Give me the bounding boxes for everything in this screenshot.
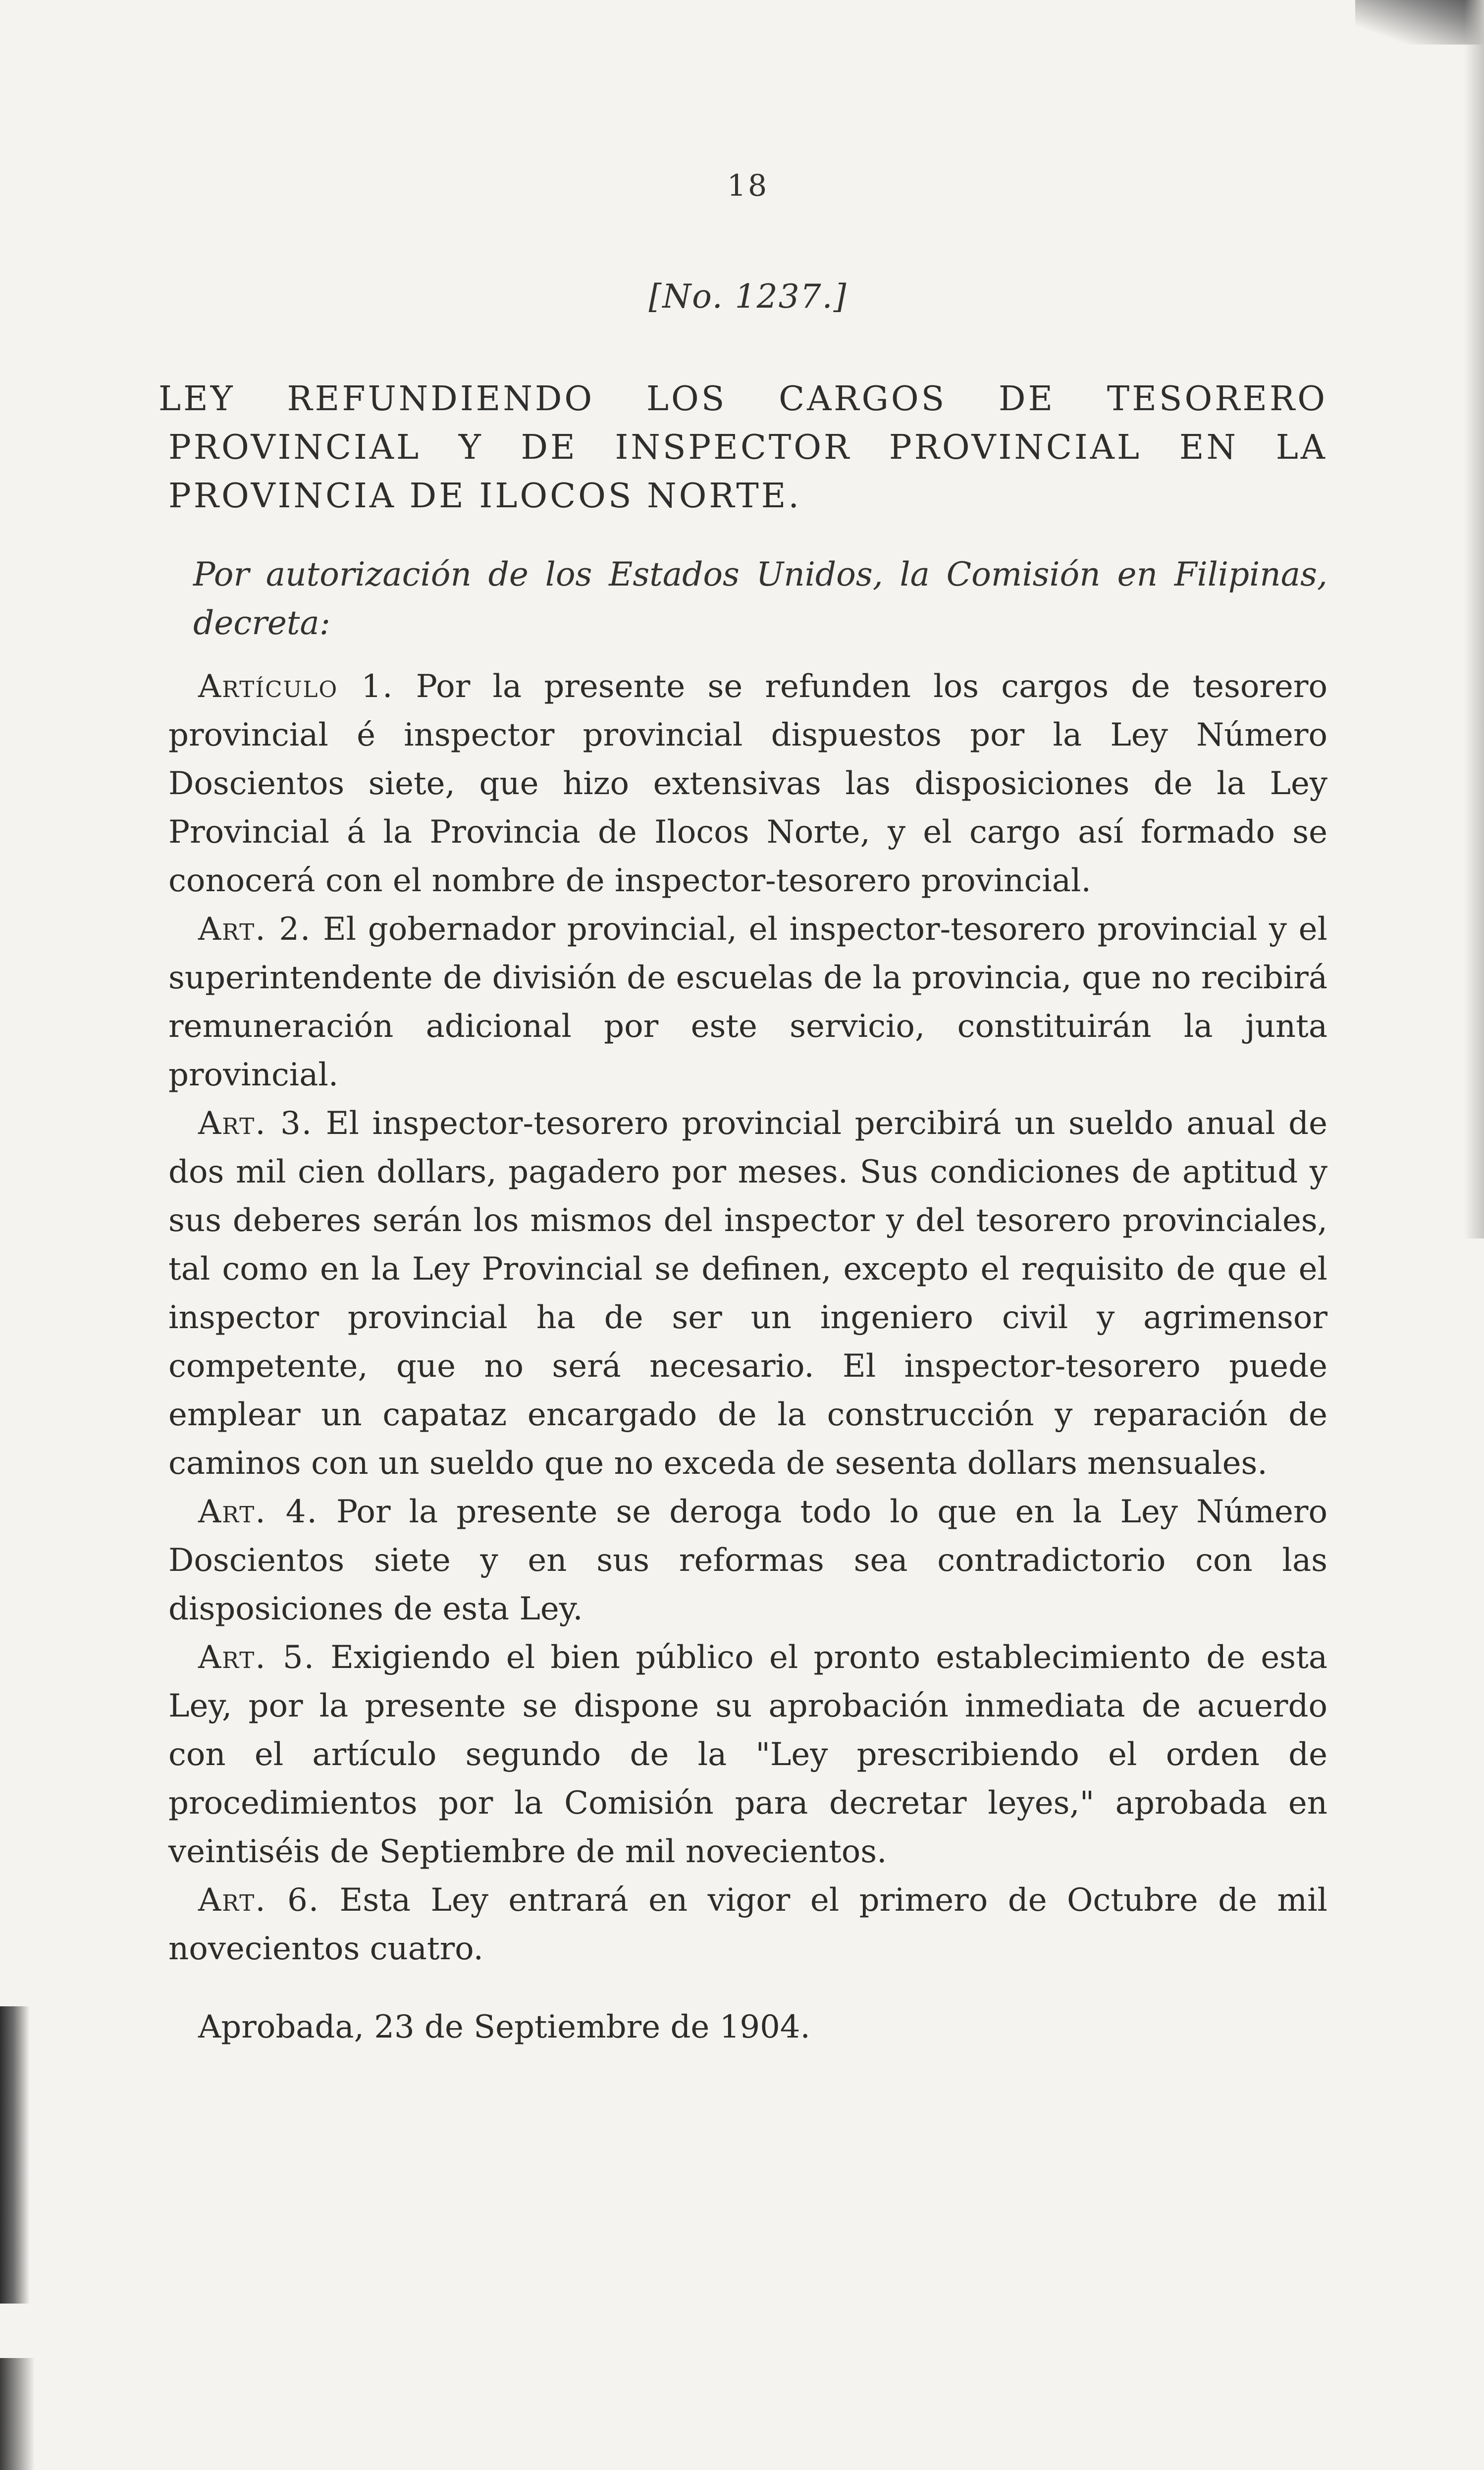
law-number: [No. 1237.]: [648, 277, 848, 316]
page-content: [159, 168, 1328, 2083]
article-text: Por la presente se refunden los cargos de tesorero provincial é inspector provincial dispuestos por la Ley Número Doscientos siete, que hizo extensivas las disposiciones de la Ley Provincial á la Provincia de Ilocos Norte, y el cargo así formado se conocerá con el nombre de inspector-tesorero provincial.: [168, 668, 1328, 899]
article-label: Artículo 1.: [198, 668, 394, 705]
enacting-clause: Por autorización de los Estados Unidos, la Comisión en Filipinas, decreta:: [193, 555, 1327, 642]
article-label: Art. 6.: [198, 1882, 320, 1919]
law-title: LEY REFUNDIENDO LOS CARGOS DE TESORERO PROVINCIAL Y DE INSPECTOR PROVINCIAL EN LA PROVINCIA DE ILOCOS NORTE.: [159, 379, 1327, 516]
article-1: [168, 662, 1327, 905]
scan-shadow-right: [1464, 0, 1484, 1238]
article-label: Art. 4.: [198, 1494, 318, 1530]
page-number: 18: [727, 168, 769, 203]
article-text: El inspector-tesorero provincial percibirá un sueldo anual de dos mil cien dollars, pagadero por meses. Sus condiciones de aptitud y sus deberes serán los mismos del inspector y del tesorero provinciales, tal como en la Ley Provincial se definen, excepto el requisito de que el inspector provincial ha de ser un ingeniero civil y agrimensor competente, que no será necesario. El inspector-tesorero puede emplear un capataz encargado de la construcción y reparación de caminos con un sueldo que no exceda de sesenta dollars mensuales.: [168, 1105, 1328, 1482]
scan-shadow-left: [0, 2006, 30, 2304]
article-label: Art. 2.: [198, 911, 312, 948]
article-text: El gobernador provincial, el inspector-tesorero provincial y el superintendente de división de escuelas de la provincia, que no recibirá remuneración adicional por este servicio, constituirán la junta provincial.: [168, 911, 1327, 1093]
article-4: [168, 1488, 1327, 1633]
article-label: Art. 5.: [198, 1639, 315, 1676]
article-text: Exigiendo el bien público el pronto establecimiento de esta Ley, por la presente se dispone su aprobación inmediata de acuerdo con el artículo segundo de la "Ley prescribiendo el orden de procedimientos por la Comisión para decretar leyes," aprobada en veintiséis de Septiembre de mil novecientos.: [168, 1639, 1328, 1870]
article-text: Esta Ley entrará en vigor el primero de Octubre de mil novecientos cuatro.: [168, 1882, 1328, 1967]
scan-shadow-left-bottom: [0, 2358, 35, 2470]
article-3: [168, 1099, 1327, 1488]
approval-date: Aprobada, 23 de Septiembre de 1904.: [198, 2009, 810, 2045]
article-label: Art. 3.: [198, 1105, 313, 1142]
article-5: [168, 1633, 1327, 1876]
article-text: Por la presente se deroga todo lo que en la Ley Número Doscientos siete y en sus reformas sea contradictorio con las disposiciones de esta Ley.: [168, 1494, 1328, 1627]
article-2: [168, 905, 1327, 1099]
article-6: [168, 1876, 1327, 1973]
